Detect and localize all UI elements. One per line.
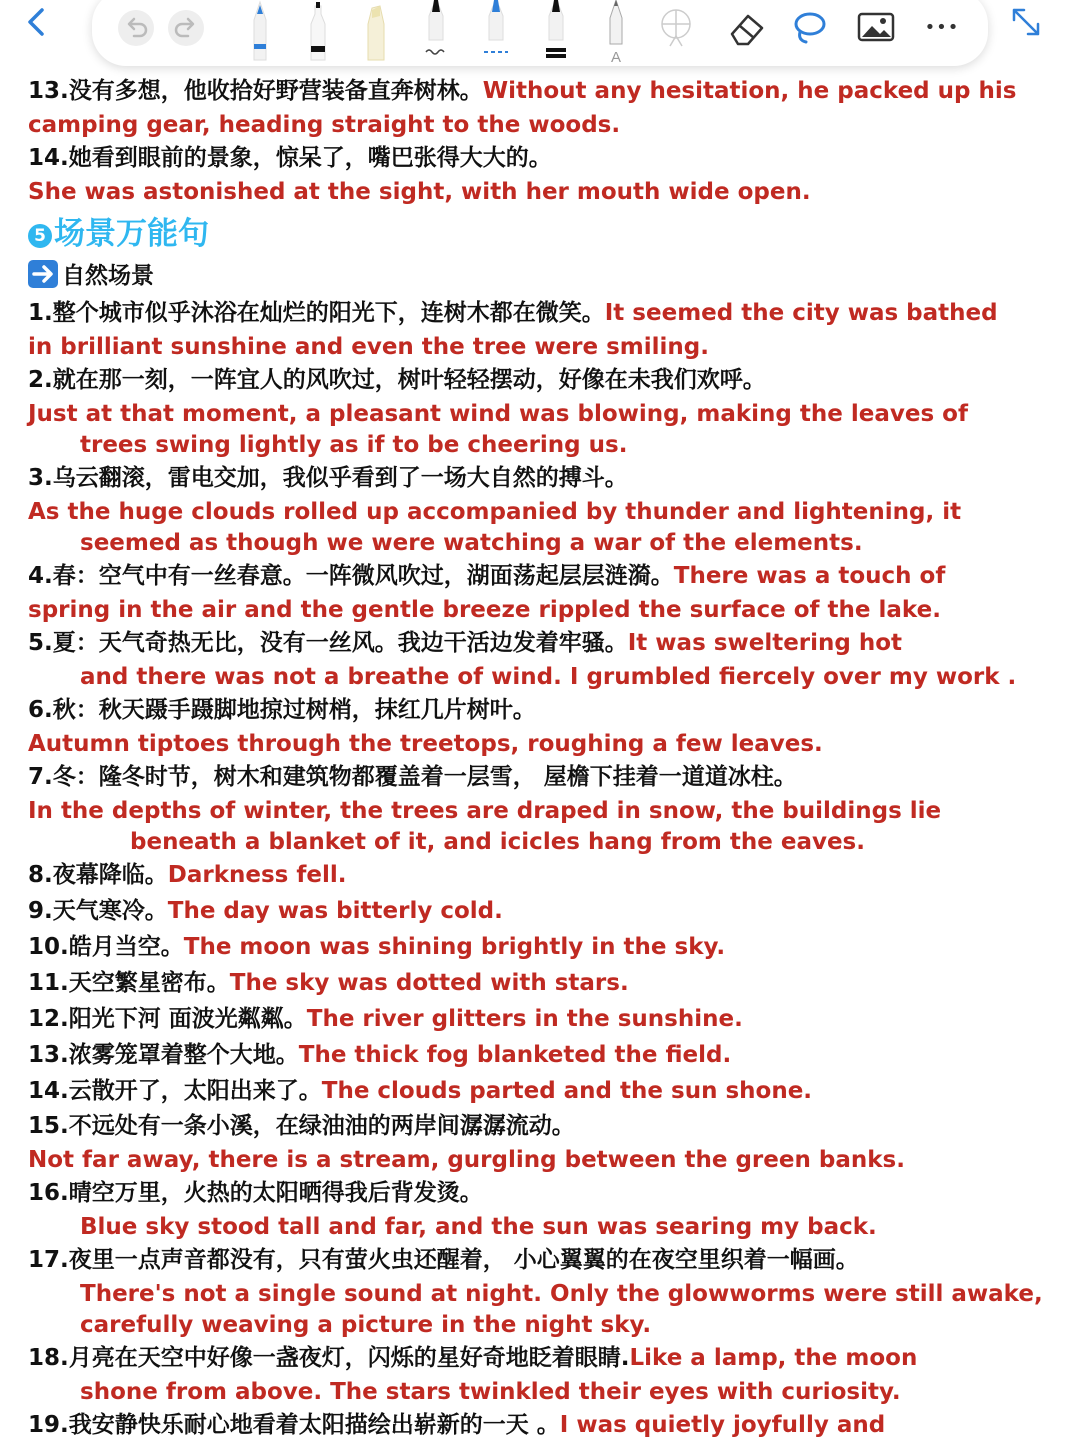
pen-dashed-icon[interactable] [478, 0, 514, 66]
text-line: There's not a single sound at night. Only the glowworms were still awake, [80, 1281, 1043, 1307]
text-line: Autumn tiptoes through the treetops, roughing a few leaves. [28, 731, 823, 757]
undo-button[interactable] [118, 10, 154, 46]
text-line: spring in the air and the gentle breeze rippled the surface of the lake. [28, 597, 941, 623]
back-chevron-icon[interactable] [22, 6, 54, 38]
text-line: 14.云散开了，太阳出来了。The clouds parted and the sun shone. [28, 1078, 813, 1104]
pen-blue-icon[interactable] [242, 0, 278, 66]
text-line: 10.皓月当空。The moon was shining brightly in the sky. [28, 934, 726, 960]
pen-wave-icon[interactable] [418, 0, 454, 66]
text-line: 13.没有多想，他收拾好野营装备直奔树林。Without any hesitation, he packed up his [28, 78, 1017, 104]
text-line: 4.春：空气中有一丝春意。一阵微风吹过，湖面荡起层层涟漪。There was a touch of [28, 563, 946, 589]
redo-icon [168, 10, 204, 46]
text-line: in brilliant sunshine and even the tree were smiling. [28, 334, 710, 360]
text-line: trees swing lightly as if to be cheering us. [80, 432, 628, 458]
redo-button[interactable] [168, 10, 204, 46]
section-heading: 5 场景万能句 [28, 208, 209, 252]
ruler-icon[interactable] [654, 0, 698, 66]
drawing-toolbar [92, 0, 988, 66]
text-line: 6.秋：秋天蹑手蹑脚地掠过树梢，抹红几片树叶。 [28, 697, 536, 723]
text-line: camping gear, heading straight to the woods. [28, 112, 621, 138]
text-line: seemed as though we were watching a war of the elements. [80, 530, 863, 556]
marker-black-icon[interactable] [538, 0, 574, 66]
text-line: In the depths of winter, the trees are draped in snow, the buildings lie [28, 798, 942, 824]
text-line: and there was not a breathe of wind. I grumbled fiercely over my work . [80, 664, 1017, 690]
arrow-right-icon [28, 260, 58, 288]
text-line: 19.我安静快乐耐心地看着太阳描绘出崭新的一天 。I was quietly joyfully and [28, 1412, 886, 1438]
text-line: 7.冬：隆冬时节，树木和建筑物都覆盖着一层雪， 屋檐下挂着一道道冰柱。 [28, 764, 797, 790]
pen-black-icon[interactable] [300, 0, 336, 66]
pencil-label: A [610, 49, 622, 66]
circled-number: 5 [28, 224, 52, 248]
subsection-heading: 自然场景 [28, 259, 154, 293]
text-line: 11.天空繁星密布。The sky was dotted with stars. [28, 970, 629, 996]
text-line: beneath a blanket of it, and icicles hang from the eaves. [130, 829, 865, 855]
text-line: 12.阳光下河 面波光粼粼。The river glitters in the sunshine. [28, 1006, 743, 1032]
highlighter-icon[interactable] [358, 0, 394, 66]
lasso-icon[interactable] [788, 0, 832, 66]
text-line: Not far away, there is a stream, gurgling between the green banks. [28, 1147, 905, 1173]
expand-icon[interactable] [1008, 4, 1044, 40]
text-line: 1.整个城市似乎沐浴在灿烂的阳光下，连树木都在微笑。It seemed the city was bathed [28, 300, 998, 326]
pencil-icon[interactable] [598, 0, 634, 66]
text-line: As the huge clouds rolled up accompanied by thunder and lightening, it [28, 499, 962, 525]
text-line: 5.夏：天气奇热无比，没有一丝风。我边干活边发着牢骚。It was sweltering hot [28, 630, 903, 656]
top-bar [0, 0, 1080, 66]
text-line: 16.晴空万里，火热的太阳晒得我后背发烫。 [28, 1180, 483, 1206]
text-line: 3.乌云翻滚，雷电交加，我似乎看到了一场大自然的搏斗。 [28, 465, 628, 491]
text-line: 13.浓雾笼罩着整个大地。The thick fog blanketed the field. [28, 1042, 732, 1068]
text-line: Just at that moment, a pleasant wind was blowing, making the leaves of [28, 401, 968, 427]
more-icon[interactable]: ••• [924, 17, 960, 38]
text-line: 17.夜里一点声音都没有，只有萤火虫还醒着， 小心翼翼的在夜空里织着一幅画。 [28, 1247, 859, 1273]
text-line: carefully weaving a picture in the night sky. [80, 1312, 652, 1338]
undo-icon [118, 10, 154, 46]
text-line: 9.天气寒冷。The day was bitterly cold. [28, 898, 503, 924]
text-line: 15.不远处有一条小溪，在绿油油的两岸间潺潺流动。 [28, 1113, 575, 1139]
text-line: 8.夜幕降临。Darkness fell. [28, 862, 347, 888]
text-line: shone from above. The stars twinkled their eyes with curiosity. [80, 1379, 901, 1405]
text-line: 2.就在那一刻，一阵宜人的风吹过，树叶轻轻摆动，好像在未我们欢呼。 [28, 367, 766, 393]
text-line: Blue sky stood tall and far, and the sun was searing my back. [80, 1214, 877, 1240]
text-line: 18.月亮在天空中好像一盏夜灯，闪烁的星好奇地眨着眼睛.Like a lamp, the moon [28, 1345, 918, 1371]
eraser-icon[interactable] [724, 0, 768, 66]
text-line: 14.她看到眼前的景象，惊呆了，嘴巴张得大大的。 [28, 145, 552, 171]
image-icon[interactable] [854, 0, 898, 66]
text-line: She was astonished at the sight, with her mouth wide open. [28, 179, 811, 205]
